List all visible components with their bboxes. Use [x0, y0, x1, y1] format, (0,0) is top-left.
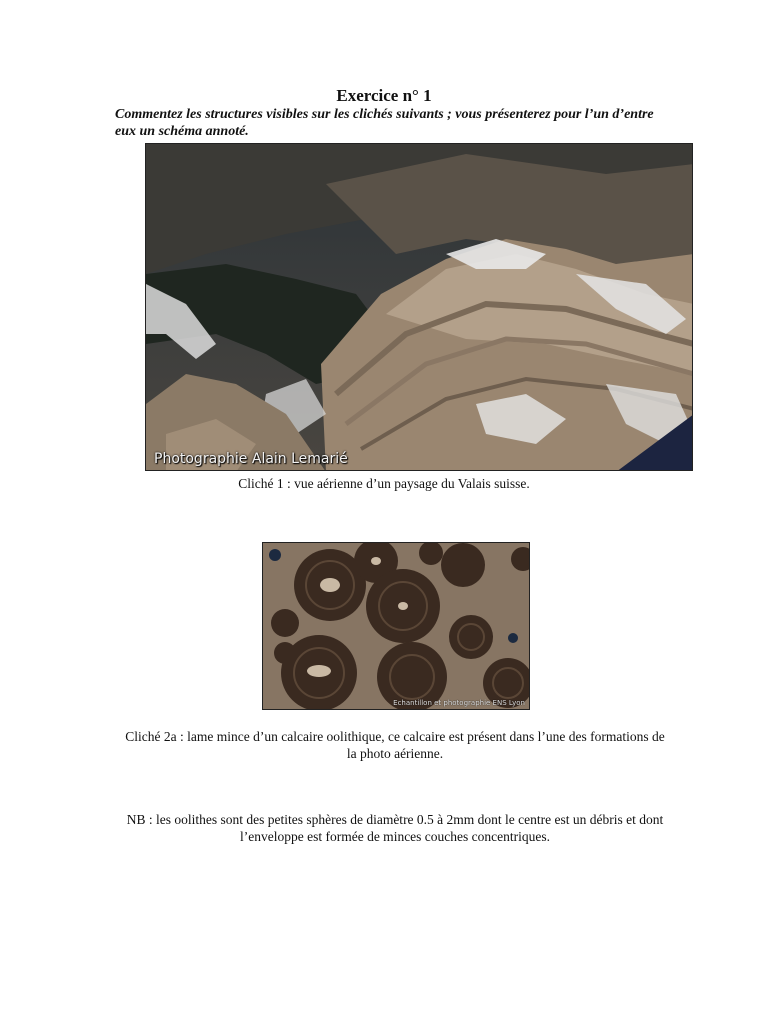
- exercise-instructions: Commentez les structures visibles sur les clichés suivants ; vous présenterez pour l’un d’entre eux un schéma annoté.: [115, 107, 654, 139]
- exercise-title: Exercice n° 1: [336, 86, 432, 105]
- thin-section-photo: [262, 542, 530, 710]
- aerial-landscape-image: [146, 144, 693, 471]
- photo-credit: Photographie Alain Lemarié: [154, 451, 348, 467]
- photo1-caption: Cliché 1 : vue aérienne d’un paysage du Valais suisse.: [238, 476, 530, 491]
- aerial-photo: [145, 143, 693, 471]
- oolite-thin-section-image: [263, 543, 530, 710]
- photo2-caption: Cliché 2a : lame mince d’un calcaire oolithique, ce calcaire est présent dans l’une des formations de la photo aérienne.: [125, 729, 665, 761]
- sample-credit: Echantillon et photographie ENS Lyon: [393, 699, 525, 707]
- oolite-note: NB : les oolithes sont des petites sphères de diamètre 0.5 à 2mm dont le centre est un débris et dont l’enveloppe est formée de minces couches concentriques.: [126, 812, 664, 844]
